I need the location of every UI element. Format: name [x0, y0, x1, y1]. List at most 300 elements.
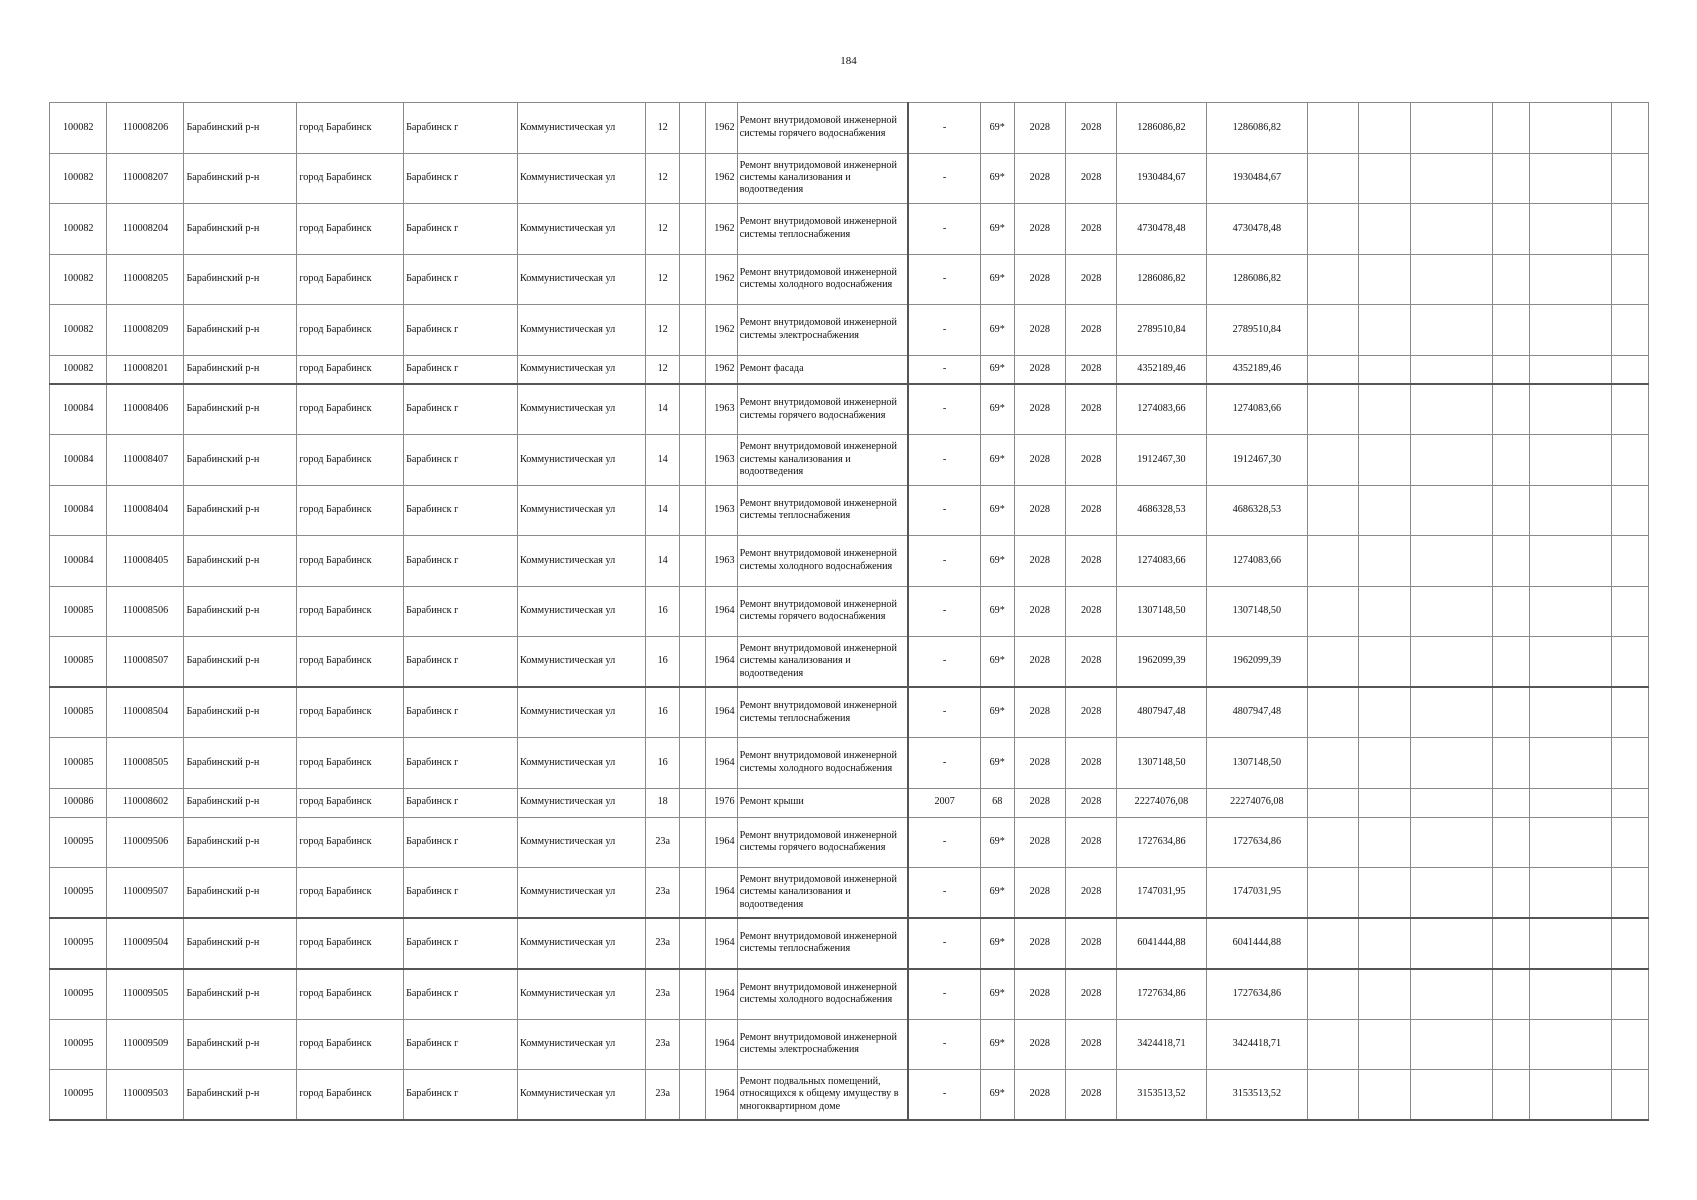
cell-c13: 2028	[1014, 153, 1065, 204]
cell-c1: 100084	[50, 485, 107, 536]
cell-c3: Барабинский р-н	[184, 788, 297, 817]
empty-cell	[1492, 1019, 1529, 1070]
cell-c2: 110009505	[107, 969, 184, 1020]
cell-c2: 110008407	[107, 435, 184, 486]
cell-c11: -	[908, 305, 980, 356]
table-row	[50, 355, 1649, 384]
cell-c3: Барабинский р-н	[184, 738, 297, 789]
cell-c7: 23а	[646, 918, 680, 969]
cell-c4: город Барабинск	[297, 586, 404, 637]
cell-c12: 69*	[980, 817, 1014, 868]
cell-c15: 1307148,50	[1117, 586, 1206, 637]
empty-cell	[1492, 868, 1529, 919]
empty-cell	[1611, 536, 1648, 587]
cell-c6: Коммунистическая ул	[517, 485, 645, 536]
empty-cell	[1308, 103, 1359, 154]
empty-cell	[1529, 305, 1611, 356]
cell-c14: 2028	[1065, 103, 1116, 154]
empty-cell	[1308, 384, 1359, 435]
empty-cell	[1410, 738, 1492, 789]
cell-c1: 100084	[50, 435, 107, 486]
cell-c14: 2028	[1065, 536, 1116, 587]
cell-c4: город Барабинск	[297, 687, 404, 738]
cell-c9: 1964	[705, 918, 737, 969]
cell-c1: 100085	[50, 637, 107, 688]
empty-cell	[1611, 1070, 1648, 1121]
cell-c11: -	[908, 485, 980, 536]
cell-c6: Коммунистическая ул	[517, 969, 645, 1020]
cell-c12: 69*	[980, 153, 1014, 204]
cell-c13: 2028	[1014, 204, 1065, 255]
cell-c12: 69*	[980, 868, 1014, 919]
empty-cell	[1492, 918, 1529, 969]
empty-cell	[1529, 103, 1611, 154]
cell-c12: 69*	[980, 485, 1014, 536]
empty-cell	[1410, 918, 1492, 969]
cell-c4: город Барабинск	[297, 1019, 404, 1070]
cell-c2: 110008405	[107, 536, 184, 587]
cell-c4: город Барабинск	[297, 536, 404, 587]
cell-c5: Барабинск г	[404, 485, 518, 536]
cell-c7: 23а	[646, 817, 680, 868]
cell-c7: 14	[646, 384, 680, 435]
cell-c4: город Барабинск	[297, 485, 404, 536]
cell-c13: 2028	[1014, 103, 1065, 154]
empty-cell	[1611, 687, 1648, 738]
cell-c8	[680, 153, 706, 204]
cell-c3: Барабинский р-н	[184, 103, 297, 154]
cell-c12: 69*	[980, 355, 1014, 384]
cell-c15: 1727634,86	[1117, 969, 1206, 1020]
cell-c2: 110009507	[107, 868, 184, 919]
cell-c1: 100085	[50, 586, 107, 637]
cell-c6: Коммунистическая ул	[517, 153, 645, 204]
cell-c7: 12	[646, 355, 680, 384]
cell-c11: -	[908, 254, 980, 305]
cell-c8	[680, 305, 706, 356]
empty-cell	[1308, 918, 1359, 969]
cell-c15: 1286086,82	[1117, 103, 1206, 154]
cell-c11: -	[908, 355, 980, 384]
cell-c12: 69*	[980, 969, 1014, 1020]
cell-c12: 69*	[980, 1019, 1014, 1070]
cell-c8	[680, 918, 706, 969]
cell-c7: 14	[646, 435, 680, 486]
cell-c3: Барабинский р-н	[184, 1070, 297, 1121]
cell-c4: город Барабинск	[297, 103, 404, 154]
cell-c13: 2028	[1014, 536, 1065, 587]
empty-cell	[1410, 536, 1492, 587]
cell-c9: 1963	[705, 536, 737, 587]
cell-c5: Барабинск г	[404, 868, 518, 919]
empty-cell	[1492, 355, 1529, 384]
empty-cell	[1611, 305, 1648, 356]
empty-cell	[1359, 637, 1410, 688]
empty-cell	[1308, 738, 1359, 789]
empty-cell	[1308, 153, 1359, 204]
cell-c7: 16	[646, 738, 680, 789]
cell-c7: 23а	[646, 1070, 680, 1121]
cell-c15: 22274076,08	[1117, 788, 1206, 817]
table-row	[50, 586, 1649, 637]
cell-c6: Коммунистическая ул	[517, 204, 645, 255]
table-row	[50, 817, 1649, 868]
repair-schedule-table	[49, 102, 1649, 1121]
empty-cell	[1359, 687, 1410, 738]
cell-c6: Коммунистическая ул	[517, 384, 645, 435]
empty-cell	[1529, 1019, 1611, 1070]
empty-cell	[1492, 384, 1529, 435]
cell-c14: 2028	[1065, 868, 1116, 919]
empty-cell	[1611, 817, 1648, 868]
table-row	[50, 204, 1649, 255]
cell-c7: 12	[646, 153, 680, 204]
cell-c2: 110009509	[107, 1019, 184, 1070]
empty-cell	[1611, 204, 1648, 255]
cell-c3: Барабинский р-н	[184, 687, 297, 738]
cell-c4: город Барабинск	[297, 868, 404, 919]
empty-cell	[1611, 1019, 1648, 1070]
table-row	[50, 918, 1649, 969]
cell-c6: Коммунистическая ул	[517, 637, 645, 688]
cell-c13: 2028	[1014, 485, 1065, 536]
cell-c8	[680, 817, 706, 868]
empty-cell	[1492, 738, 1529, 789]
cell-c8	[680, 254, 706, 305]
cell-c8	[680, 586, 706, 637]
empty-cell	[1308, 969, 1359, 1020]
cell-c15: 1912467,30	[1117, 435, 1206, 486]
empty-cell	[1359, 1019, 1410, 1070]
empty-cell	[1529, 586, 1611, 637]
cell-c8	[680, 355, 706, 384]
cell-c13: 2028	[1014, 817, 1065, 868]
cell-c15: 3424418,71	[1117, 1019, 1206, 1070]
cell-c13: 2028	[1014, 918, 1065, 969]
cell-c13: 2028	[1014, 254, 1065, 305]
empty-cell	[1359, 355, 1410, 384]
cell-c1: 100095	[50, 969, 107, 1020]
cell-c12: 69*	[980, 204, 1014, 255]
cell-c16: 4807947,48	[1206, 687, 1308, 738]
empty-cell	[1410, 355, 1492, 384]
empty-cell	[1611, 103, 1648, 154]
cell-c16: 4686328,53	[1206, 485, 1308, 536]
cell-c13: 2028	[1014, 1070, 1065, 1121]
cell-c13: 2028	[1014, 969, 1065, 1020]
cell-c14: 2028	[1065, 485, 1116, 536]
cell-c13: 2028	[1014, 868, 1065, 919]
cell-c16: 1962099,39	[1206, 637, 1308, 688]
table-row	[50, 1019, 1649, 1070]
cell-c16: 1727634,86	[1206, 969, 1308, 1020]
empty-cell	[1529, 918, 1611, 969]
empty-cell	[1410, 969, 1492, 1020]
empty-cell	[1359, 969, 1410, 1020]
empty-cell	[1529, 536, 1611, 587]
cell-c5: Барабинск г	[404, 1070, 518, 1121]
cell-c5: Барабинск г	[404, 103, 518, 154]
empty-cell	[1308, 817, 1359, 868]
table-row	[50, 788, 1649, 817]
cell-c6: Коммунистическая ул	[517, 868, 645, 919]
cell-c14: 2028	[1065, 355, 1116, 384]
cell-c11: -	[908, 738, 980, 789]
empty-cell	[1308, 637, 1359, 688]
empty-cell	[1308, 435, 1359, 486]
cell-c1: 100095	[50, 817, 107, 868]
cell-c11: -	[908, 918, 980, 969]
cell-c10: Ремонт внутридомовой инженерной системы теплоснабжения	[737, 204, 908, 255]
cell-c7: 12	[646, 305, 680, 356]
cell-c6: Коммунистическая ул	[517, 738, 645, 789]
cell-c1: 100084	[50, 536, 107, 587]
empty-cell	[1308, 355, 1359, 384]
table-row	[50, 687, 1649, 738]
cell-c11: 2007	[908, 788, 980, 817]
cell-c8	[680, 485, 706, 536]
empty-cell	[1410, 305, 1492, 356]
cell-c2: 110008404	[107, 485, 184, 536]
cell-c5: Барабинск г	[404, 918, 518, 969]
empty-cell	[1529, 637, 1611, 688]
cell-c11: -	[908, 536, 980, 587]
cell-c3: Барабинский р-н	[184, 536, 297, 587]
cell-c14: 2028	[1065, 738, 1116, 789]
cell-c3: Барабинский р-н	[184, 868, 297, 919]
cell-c11: -	[908, 204, 980, 255]
cell-c1: 100085	[50, 687, 107, 738]
cell-c5: Барабинск г	[404, 355, 518, 384]
empty-cell	[1611, 918, 1648, 969]
cell-c14: 2028	[1065, 918, 1116, 969]
cell-c8	[680, 687, 706, 738]
cell-c2: 110008506	[107, 586, 184, 637]
cell-c4: город Барабинск	[297, 918, 404, 969]
cell-c11: -	[908, 103, 980, 154]
cell-c14: 2028	[1065, 254, 1116, 305]
empty-cell	[1529, 254, 1611, 305]
empty-cell	[1611, 153, 1648, 204]
cell-c2: 110008505	[107, 738, 184, 789]
empty-cell	[1359, 586, 1410, 637]
cell-c9: 1964	[705, 738, 737, 789]
cell-c11: -	[908, 868, 980, 919]
empty-cell	[1611, 586, 1648, 637]
cell-c7: 16	[646, 687, 680, 738]
cell-c11: -	[908, 435, 980, 486]
cell-c9: 1962	[705, 103, 737, 154]
cell-c10: Ремонт крыши	[737, 788, 908, 817]
cell-c4: город Барабинск	[297, 254, 404, 305]
empty-cell	[1410, 788, 1492, 817]
cell-c4: город Барабинск	[297, 153, 404, 204]
cell-c10: Ремонт внутридомовой инженерной системы горячего водоснабжения	[737, 586, 908, 637]
cell-c14: 2028	[1065, 817, 1116, 868]
cell-c15: 1962099,39	[1117, 637, 1206, 688]
table-row	[50, 153, 1649, 204]
cell-c10: Ремонт внутридомовой инженерной системы канализования и водоотведения	[737, 868, 908, 919]
empty-cell	[1492, 586, 1529, 637]
cell-c5: Барабинск г	[404, 305, 518, 356]
cell-c1: 100086	[50, 788, 107, 817]
cell-c12: 69*	[980, 384, 1014, 435]
empty-cell	[1611, 384, 1648, 435]
cell-c8	[680, 788, 706, 817]
cell-c3: Барабинский р-н	[184, 1019, 297, 1070]
cell-c8	[680, 1070, 706, 1121]
cell-c3: Барабинский р-н	[184, 153, 297, 204]
cell-c13: 2028	[1014, 305, 1065, 356]
empty-cell	[1359, 817, 1410, 868]
empty-cell	[1410, 1019, 1492, 1070]
cell-c1: 100082	[50, 103, 107, 154]
cell-c16: 2789510,84	[1206, 305, 1308, 356]
cell-c10: Ремонт внутридомовой инженерной системы электроснабжения	[737, 305, 908, 356]
cell-c15: 4807947,48	[1117, 687, 1206, 738]
cell-c2: 110008602	[107, 788, 184, 817]
cell-c9: 1964	[705, 687, 737, 738]
cell-c8	[680, 384, 706, 435]
cell-c5: Барабинск г	[404, 788, 518, 817]
cell-c13: 2028	[1014, 637, 1065, 688]
cell-c2: 110008206	[107, 103, 184, 154]
cell-c15: 1930484,67	[1117, 153, 1206, 204]
empty-cell	[1410, 1070, 1492, 1121]
cell-c15: 2789510,84	[1117, 305, 1206, 356]
empty-cell	[1308, 1070, 1359, 1121]
cell-c3: Барабинский р-н	[184, 637, 297, 688]
cell-c15: 1747031,95	[1117, 868, 1206, 919]
empty-cell	[1529, 204, 1611, 255]
cell-c9: 1964	[705, 637, 737, 688]
table-row	[50, 868, 1649, 919]
cell-c16: 4352189,46	[1206, 355, 1308, 384]
cell-c5: Барабинск г	[404, 969, 518, 1020]
empty-cell	[1410, 817, 1492, 868]
empty-cell	[1308, 1019, 1359, 1070]
empty-cell	[1359, 918, 1410, 969]
cell-c16: 4730478,48	[1206, 204, 1308, 255]
cell-c1: 100095	[50, 918, 107, 969]
cell-c10: Ремонт внутридомовой инженерной системы холодного водоснабжения	[737, 254, 908, 305]
cell-c8	[680, 969, 706, 1020]
cell-c7: 16	[646, 586, 680, 637]
cell-c14: 2028	[1065, 687, 1116, 738]
cell-c3: Барабинский р-н	[184, 305, 297, 356]
cell-c8	[680, 103, 706, 154]
cell-c11: -	[908, 969, 980, 1020]
cell-c1: 100084	[50, 384, 107, 435]
empty-cell	[1611, 435, 1648, 486]
cell-c3: Барабинский р-н	[184, 918, 297, 969]
cell-c15: 4730478,48	[1117, 204, 1206, 255]
empty-cell	[1410, 435, 1492, 486]
cell-c9: 1962	[705, 204, 737, 255]
cell-c5: Барабинск г	[404, 536, 518, 587]
cell-c1: 100082	[50, 254, 107, 305]
cell-c4: город Барабинск	[297, 969, 404, 1020]
cell-c5: Барабинск г	[404, 384, 518, 435]
cell-c15: 1274083,66	[1117, 536, 1206, 587]
cell-c10: Ремонт внутридомовой инженерной системы канализования и водоотведения	[737, 637, 908, 688]
cell-c15: 1274083,66	[1117, 384, 1206, 435]
cell-c2: 110008207	[107, 153, 184, 204]
cell-c5: Барабинск г	[404, 817, 518, 868]
cell-c7: 23а	[646, 969, 680, 1020]
empty-cell	[1359, 204, 1410, 255]
cell-c2: 110009504	[107, 918, 184, 969]
cell-c9: 1963	[705, 384, 737, 435]
cell-c16: 1286086,82	[1206, 254, 1308, 305]
cell-c2: 110008201	[107, 355, 184, 384]
cell-c9: 1964	[705, 969, 737, 1020]
cell-c14: 2028	[1065, 586, 1116, 637]
cell-c15: 4352189,46	[1117, 355, 1206, 384]
cell-c9: 1976	[705, 788, 737, 817]
empty-cell	[1492, 103, 1529, 154]
cell-c4: город Барабинск	[297, 204, 404, 255]
cell-c12: 69*	[980, 586, 1014, 637]
cell-c6: Коммунистическая ул	[517, 918, 645, 969]
cell-c5: Барабинск г	[404, 738, 518, 789]
table-row	[50, 305, 1649, 356]
cell-c2: 110008504	[107, 687, 184, 738]
empty-cell	[1529, 355, 1611, 384]
cell-c1: 100095	[50, 868, 107, 919]
cell-c10: Ремонт внутридомовой инженерной системы холодного водоснабжения	[737, 969, 908, 1020]
empty-cell	[1359, 738, 1410, 789]
empty-cell	[1308, 485, 1359, 536]
cell-c1: 100095	[50, 1019, 107, 1070]
empty-cell	[1308, 788, 1359, 817]
cell-c11: -	[908, 637, 980, 688]
cell-c7: 14	[646, 485, 680, 536]
cell-c9: 1964	[705, 586, 737, 637]
table-row	[50, 1070, 1649, 1121]
cell-c11: -	[908, 687, 980, 738]
cell-c5: Барабинск г	[404, 204, 518, 255]
cell-c2: 110008507	[107, 637, 184, 688]
cell-c9: 1964	[705, 868, 737, 919]
cell-c13: 2028	[1014, 435, 1065, 486]
cell-c8	[680, 637, 706, 688]
empty-cell	[1410, 153, 1492, 204]
empty-cell	[1308, 204, 1359, 255]
empty-cell	[1611, 738, 1648, 789]
empty-cell	[1529, 153, 1611, 204]
cell-c16: 1274083,66	[1206, 536, 1308, 587]
empty-cell	[1492, 817, 1529, 868]
empty-cell	[1529, 435, 1611, 486]
empty-cell	[1492, 254, 1529, 305]
empty-cell	[1611, 868, 1648, 919]
empty-cell	[1359, 435, 1410, 486]
page-number: 184	[840, 55, 857, 67]
cell-c15: 1286086,82	[1117, 254, 1206, 305]
cell-c2: 110009506	[107, 817, 184, 868]
cell-c10: Ремонт фасада	[737, 355, 908, 384]
empty-cell	[1611, 254, 1648, 305]
cell-c6: Коммунистическая ул	[517, 536, 645, 587]
cell-c5: Барабинск г	[404, 586, 518, 637]
cell-c12: 69*	[980, 918, 1014, 969]
cell-c2: 110008209	[107, 305, 184, 356]
table-row	[50, 536, 1649, 587]
cell-c10: Ремонт внутридомовой инженерной системы электроснабжения	[737, 1019, 908, 1070]
empty-cell	[1308, 868, 1359, 919]
cell-c5: Барабинск г	[404, 435, 518, 486]
